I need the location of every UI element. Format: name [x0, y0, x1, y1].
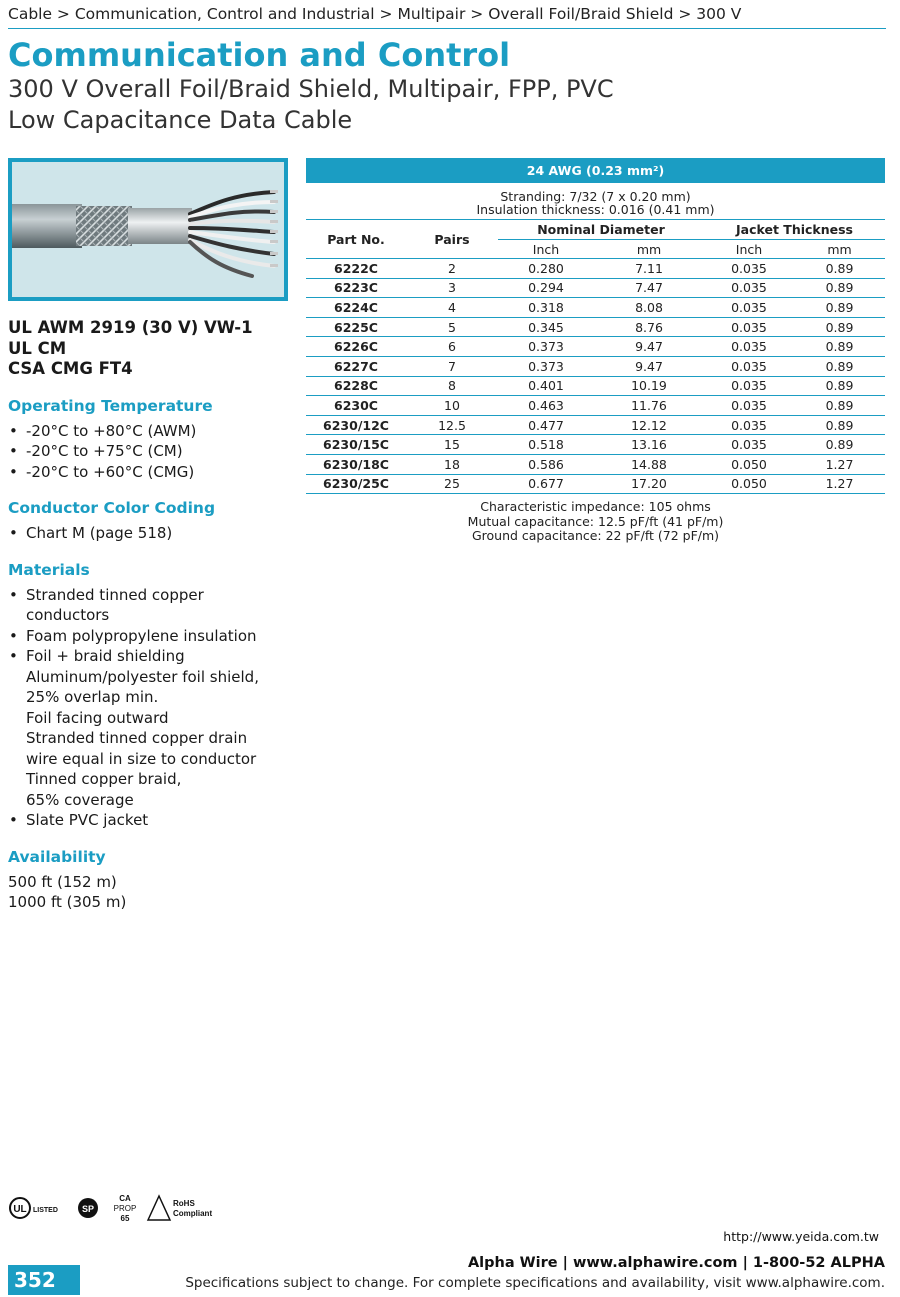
table-row	[306, 415, 885, 435]
cell-nominal-diameter-inch: 0.463	[528, 397, 564, 413]
list-item: • Stranded tinned copper	[9, 585, 204, 604]
cell-part-no: 6222C	[334, 260, 378, 276]
cell-jacket-thickness-mm: 0.89	[825, 437, 854, 453]
operating-temperature-heading: Operating Temperature	[8, 396, 213, 415]
column-subheader-mm: mm	[636, 241, 662, 257]
list-item: • -20°C to +80°C (AWM)	[9, 421, 197, 440]
rohs-text: RoHS	[173, 1199, 195, 1208]
cell-jacket-thickness-mm: 0.89	[825, 358, 854, 374]
cell-nominal-diameter-mm: 10.19	[631, 378, 667, 394]
cell-nominal-diameter-inch: 0.401	[528, 378, 564, 394]
availability-item: 1000 ft (305 m)	[8, 893, 127, 911]
cell-nominal-diameter-inch: 0.677	[528, 476, 564, 492]
cell-nominal-diameter-inch: 0.586	[528, 456, 564, 472]
operating-temperature-list	[8, 421, 293, 483]
insulation-text: Insulation thickness: 0.016 (0.41 mm)	[476, 202, 715, 217]
note-line: Ground capacitance: 22 pF/ft (72 pF/m)	[471, 528, 720, 544]
availability-item: 500 ft (152 m)	[8, 872, 117, 891]
subtitle-line: Low Capacitance Data Cable	[8, 106, 353, 134]
cell-nominal-diameter-mm: 7.11	[635, 260, 663, 276]
cell-jacket-thickness-mm: 1.27	[825, 476, 854, 492]
table-row	[306, 337, 885, 357]
cell-nominal-diameter-inch: 0.280	[528, 260, 564, 276]
cell-pairs: 12.5	[438, 417, 466, 433]
spec-table	[306, 220, 885, 494]
svg-text:SP: SP	[81, 1204, 95, 1214]
cell-nominal-diameter-mm: 8.76	[635, 319, 663, 335]
column-subheader-mm: mm	[827, 241, 852, 257]
cell-nominal-diameter-mm: 9.47	[635, 339, 663, 355]
cell-jacket-thickness-inch: 0.035	[731, 260, 767, 276]
list-item: • Foil + braid shielding	[9, 647, 185, 665]
column-header-nominal-diameter: Nominal Diameter	[498, 220, 704, 240]
cell-nominal-diameter-mm: 17.20	[631, 476, 667, 492]
column-header-jacket-thickness: Jacket Thickness	[704, 220, 885, 240]
list-item-continuation: Foil facing outward	[26, 708, 169, 727]
cell-part-no: 6226C	[334, 339, 378, 355]
note-line: Mutual capacitance: 12.5 pF/ft (41 pF/m)	[467, 513, 724, 529]
cell-part-no: 6230/12C	[323, 417, 389, 433]
cell-jacket-thickness-inch: 0.035	[731, 378, 767, 394]
cell-part-no: 6230C	[334, 397, 378, 413]
note-line: Characteristic impedance: 105 ohms	[480, 499, 711, 515]
list-item: • -20°C to +60°C (CMG)	[9, 462, 195, 481]
cable-photo	[8, 158, 288, 301]
cell-jacket-thickness-mm: 0.89	[825, 280, 854, 296]
cell-part-no: 6224C	[334, 299, 378, 315]
svg-text:UL: UL	[13, 1204, 27, 1215]
list-item-continuation: Tinned copper braid,	[26, 770, 182, 788]
cell-pairs: 5	[448, 319, 456, 335]
cell-part-no: 6227C	[334, 358, 378, 374]
cell-nominal-diameter-mm: 8.08	[635, 299, 663, 315]
table-row	[306, 474, 885, 494]
disclaimer: Specifications subject to change. For complete specifications and availability, visit www.alphawire.com.	[185, 1275, 885, 1291]
materials-list	[8, 585, 293, 831]
csa-logo-icon	[78, 1198, 98, 1218]
certification: UL AWM 2919 (30 V) VW-1	[8, 318, 253, 337]
rohs-compliant-logo-icon	[148, 1196, 212, 1220]
table-row	[306, 454, 885, 474]
cell-pairs: 18	[444, 456, 460, 472]
cell-nominal-diameter-mm: 9.47	[635, 358, 663, 374]
cell-jacket-thickness-inch: 0.050	[731, 476, 767, 492]
cell-nominal-diameter-mm: 11.76	[631, 397, 667, 413]
cell-pairs: 10	[444, 397, 460, 413]
list-item-continuation: wire equal in size to conductor	[26, 749, 257, 768]
cell-nominal-diameter-inch: 0.518	[528, 437, 564, 453]
cell-jacket-thickness-mm: 0.89	[825, 417, 854, 433]
table-row	[306, 356, 885, 376]
cell-part-no: 6230/18C	[323, 456, 389, 472]
electrical-notes	[306, 500, 885, 544]
list-item-continuation: Stranded tinned copper drain	[26, 729, 248, 747]
breadcrumb: Cable > Communication, Control and Industrial > Multipair > Overall Foil/Braid Shield > 300 V	[8, 5, 886, 29]
ca-prop-text: CA	[119, 1194, 131, 1203]
cell-jacket-thickness-mm: 1.27	[825, 456, 854, 472]
table-row	[306, 376, 885, 396]
stranding-text: Stranding: 7/32 (7 x 0.20 mm)	[500, 189, 691, 204]
table-row	[306, 298, 885, 318]
cell-jacket-thickness-mm: 0.89	[825, 319, 854, 335]
cell-jacket-thickness-mm: 0.89	[825, 397, 854, 413]
cell-jacket-thickness-inch: 0.035	[731, 358, 767, 374]
subtitle-line: 300 V Overall Foil/Braid Shield, Multipair, FPP, PVC	[8, 75, 614, 103]
awg-header: 24 AWG (0.23 mm²)	[306, 158, 885, 183]
source-url[interactable]: http://www.yeida.com.tw	[723, 1229, 879, 1244]
cell-jacket-thickness-mm: 0.89	[825, 260, 854, 276]
list-item: • Slate PVC jacket	[9, 811, 149, 829]
cell-nominal-diameter-inch: 0.477	[528, 417, 564, 433]
cell-jacket-thickness-mm: 0.89	[825, 339, 854, 355]
rohs-text: Compliant	[173, 1209, 213, 1218]
cell-jacket-thickness-inch: 0.035	[731, 299, 767, 315]
cell-jacket-thickness-inch: 0.035	[731, 319, 767, 335]
availability-heading: Availability	[8, 847, 106, 866]
ca-prop-65-logo-icon	[114, 1194, 137, 1223]
ul-listed-logo-icon	[10, 1198, 58, 1218]
cell-part-no: 6230/15C	[323, 437, 389, 453]
ca-prop-text: PROP	[113, 1204, 137, 1213]
cell-nominal-diameter-inch: 0.373	[528, 358, 564, 374]
conductor-color-coding-list	[8, 523, 293, 544]
cell-part-no: 6230/25C	[323, 476, 389, 492]
conductor-color-coding-heading: Conductor Color Coding	[8, 499, 216, 517]
column-header-pairs: Pairs	[406, 220, 498, 259]
left-column	[8, 318, 293, 913]
cell-nominal-diameter-mm: 7.47	[635, 280, 663, 296]
cell-jacket-thickness-inch: 0.050	[731, 456, 767, 472]
cell-nominal-diameter-mm: 13.16	[631, 437, 667, 453]
cell-pairs: 4	[448, 299, 456, 315]
list-item: • Chart M (page 518)	[9, 524, 173, 542]
materials-heading: Materials	[8, 560, 90, 579]
cell-nominal-diameter-inch: 0.294	[528, 280, 564, 296]
column-header-part-no: Part No.	[306, 220, 406, 259]
cell-jacket-thickness-inch: 0.035	[731, 280, 767, 296]
ul-listed-text: LISTED	[33, 1207, 58, 1214]
cell-nominal-diameter-inch: 0.373	[528, 339, 564, 355]
cell-pairs: 8	[448, 378, 456, 394]
cell-nominal-diameter-mm: 12.12	[631, 417, 667, 433]
cell-part-no: 6225C	[334, 319, 378, 335]
cell-pairs: 3	[448, 280, 456, 296]
spec-table-block	[306, 158, 885, 544]
list-item-continuation: 65% coverage	[26, 790, 134, 809]
page-number: 352	[8, 1265, 80, 1295]
cell-pairs: 7	[448, 358, 456, 374]
cell-jacket-thickness-inch: 0.035	[731, 437, 767, 453]
brand-contact: Alpha Wire | www.alphawire.com | 1-800-52 ALPHA	[467, 1255, 885, 1271]
list-item-continuation: conductors	[26, 606, 110, 624]
ca-prop-text: 65	[120, 1214, 130, 1223]
table-row	[306, 396, 885, 416]
cell-nominal-diameter-mm: 14.88	[631, 456, 667, 472]
cell-jacket-thickness-mm: 0.89	[825, 299, 854, 315]
cell-pairs: 15	[444, 437, 460, 453]
cell-nominal-diameter-inch: 0.318	[528, 299, 564, 315]
cell-pairs: 6	[448, 339, 456, 355]
certification-logos	[8, 1190, 218, 1226]
cell-part-no: 6223C	[334, 280, 378, 296]
cell-jacket-thickness-inch: 0.035	[731, 397, 767, 413]
list-item-continuation: 25% overlap min.	[26, 688, 159, 706]
certification: UL CM	[8, 338, 67, 358]
cell-nominal-diameter-inch: 0.345	[528, 319, 564, 335]
column-subheader-inch: Inch	[532, 241, 560, 257]
table-row	[306, 259, 885, 279]
page-subtitle	[8, 74, 614, 136]
cell-jacket-thickness-inch: 0.035	[731, 417, 767, 433]
cell-jacket-thickness-inch: 0.035	[731, 339, 767, 355]
cable-illustration-icon	[12, 162, 284, 297]
cell-pairs: 2	[448, 260, 456, 276]
table-row	[306, 278, 885, 298]
stranding-info	[306, 183, 885, 220]
list-item: • Foam polypropylene insulation	[9, 626, 257, 645]
cell-jacket-thickness-mm: 0.89	[825, 378, 854, 394]
cell-pairs: 25	[444, 476, 460, 492]
list-item-continuation: Aluminum/polyester foil shield,	[26, 667, 259, 686]
column-subheader-inch: Inch	[735, 241, 763, 257]
cell-part-no: 6228C	[334, 378, 378, 394]
list-item: • -20°C to +75°C (CM)	[9, 442, 183, 460]
table-row	[306, 435, 885, 455]
page-title: Communication and Control	[8, 36, 511, 74]
table-row	[306, 317, 885, 337]
certification: CSA CMG FT4	[8, 359, 133, 378]
